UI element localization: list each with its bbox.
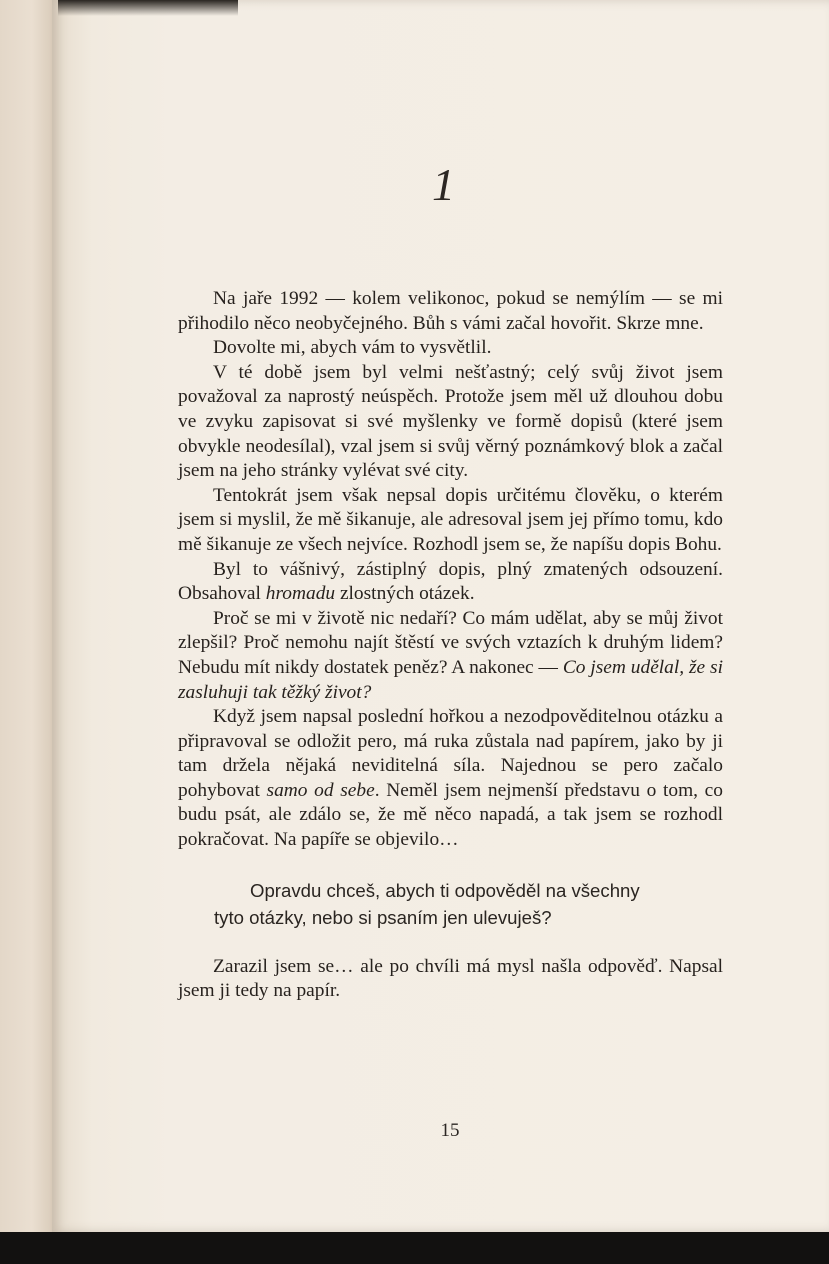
paragraph-text: Proč se mi v životě nic nedaří? Co mám udělat, aby se můj život zlepšil? Proč nemohu najít štěstí ve svých vztazích k druhým lidem? Nebudu mít nikdy dostatek peněz? A nakonec — <box>178 607 723 678</box>
bottom-scan-edge <box>0 1232 829 1264</box>
paragraph <box>178 607 723 705</box>
italic-text: hromadu <box>265 583 336 605</box>
paragraph-text: Byl to vášnivý, zástiplný dopis, plný zmatených odsouzení. Obsahoval <box>178 558 723 605</box>
italic-text: samo od sebe <box>266 779 375 801</box>
paragraph <box>178 361 723 484</box>
body-text <box>178 287 723 1004</box>
paragraph <box>178 336 723 361</box>
page-number: 15 <box>440 1120 460 1141</box>
paragraph-text: Na jaře 1992 — kolem velikonoc, pokud se nemýlím — se mi přihodilo něco neobyčejného. Bůh s vámi začal hovořit. Skrze mne. <box>178 288 723 334</box>
chapter-number: 1 <box>432 159 455 210</box>
paragraph-text: zlostných otázek. <box>335 583 475 605</box>
paragraph <box>178 705 723 853</box>
italic-text: Co jsem udělal, že si zasluhuji tak těžký život? <box>178 656 723 703</box>
divine-reply-line: Opravdu chceš, abych ti odpověděl na všechny <box>250 879 640 901</box>
paragraph-text: Když jsem napsal poslední hořkou a nezodpověditelnou otázku a připravoval se odložit pero, má ruka zůstala nad papírem, jako by ji tam držela nějaká neviditelná síla. Najednou se pero začalo pohybovat <box>178 706 723 801</box>
paragraph <box>178 558 723 607</box>
closing-paragraph <box>178 955 723 1004</box>
paragraph-text: . Neměl jsem nejmenší představu o tom, co budu psát, ale zdálo se, že mě něco napadá, a tak jsem se rozhodl pokračovat. Na papíře se objevilo… <box>178 779 723 851</box>
top-shadow-band <box>58 0 238 16</box>
paragraph <box>178 287 723 336</box>
paragraph-text: Zarazil jsem se… ale po chvíli má mysl našla odpověď. Napsal jsem ji tedy na papír. <box>178 955 723 1002</box>
paragraph-text: Dovolte mi, abych vám to vysvětlil. <box>213 337 492 359</box>
divine-reply <box>178 877 723 931</box>
paragraph-text: Tentokrát jsem však nepsal dopis určitému člověku, o kterém jsem si myslil, že mě šikanuje, ale adresoval jsem jej přímo tomu, kdo mě šikanuje ze všech nejvíce. Rozhodl jsem se, že napíšu dopis Bohu. <box>178 484 723 555</box>
paragraph <box>178 484 723 558</box>
divine-reply-line: tyto otázky, nebo si psaním jen ulevuješ? <box>214 906 552 928</box>
paragraph-text: V té době jsem byl velmi nešťastný; celý svůj život jsem považoval za naprostý neúspěch. Protože jsem měl už dlouhou dobu ve zvyku zapisovat si své myšlenky ve formě dopisů (které jsem obvykle neodesílal), vzal jsem si svůj věrný poznámkový blok a začal jsem na jeho stránky vylévat své city. <box>178 361 723 482</box>
